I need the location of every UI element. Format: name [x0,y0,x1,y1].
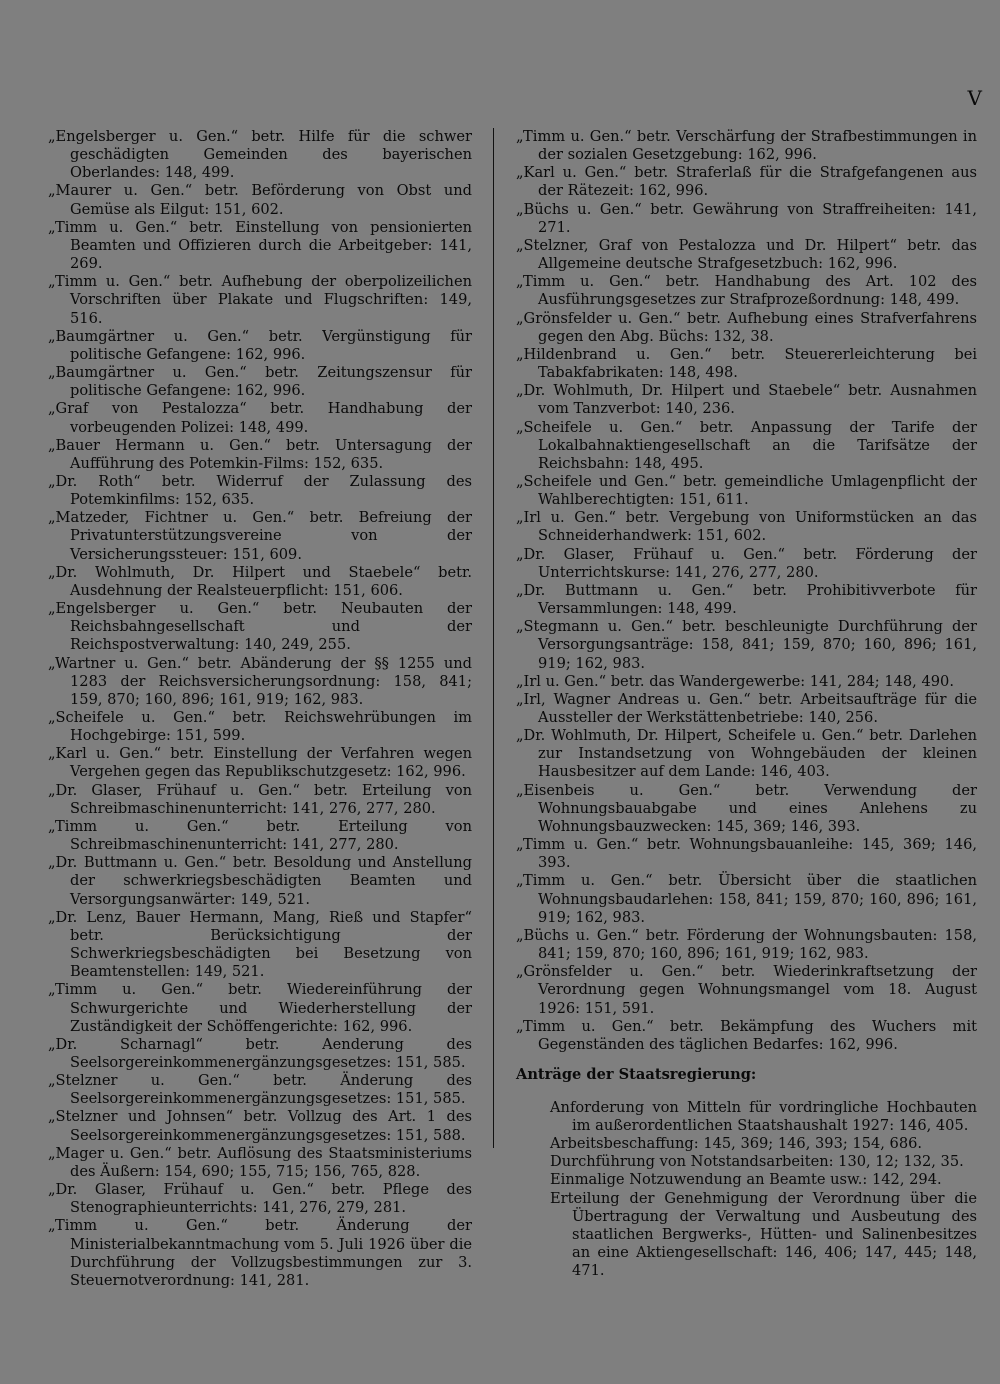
section-item: Erteilung der Genehmigung der Verordnung über die Übertragung der Verwaltung und Ausbeutung des staatlichen Bergwerks-, Hütten- und Salinenbesitzes an eine Aktiengesellschaft: 146, 406; 147, 445; 148, 471. [550,1189,977,1280]
index-entry: „Timm u. Gen.“ betr. Übersicht über die staatlichen Wohnungsbaudarlehen: 158, 841; 159, 870; 160, 896; 161, 919; 162, 983. [516,872,977,926]
index-entry: „Timm u. Gen.“ betr. Verschärfung der Strafbestimmungen in der sozialen Gesetzgebung: 162, 996. [516,128,977,164]
index-entry: „Dr. Buttmann u. Gen.“ betr. Besoldung und Anstellung der schwerkriegsbeschädigten Beamten und Versorgungsanwärter: 149, 521. [48,854,472,908]
index-entry: „Scheifele und Gen.“ betr. gemeindliche Umlagenpflicht der Wahlberechtigten: 151, 611. [516,472,977,509]
left-column [48,128,472,1290]
index-entry: „Dr. Buttmann u. Gen.“ betr. Prohibitivverbote für Versammlungen: 148, 499. [516,581,977,618]
index-entry: „Hildenbrand u. Gen.“ betr. Steuererleichterung bei Tabakfabrikaten: 148, 498. [516,345,977,382]
index-entry: „Büchs u. Gen.“ betr. Förderung der Wohnungsbauten: 158, 841; 159, 870; 160, 896; 161, 919; 162, 983. [516,926,977,963]
index-entry: „Timm u. Gen.“ betr. Bekämpfung des Wuchers mit Gegenständen des täglichen Bedarfes: 162, 996. [516,1017,977,1053]
index-entry: „Timm u. Gen.“ betr. Änderung der Ministerialbekanntmachung vom 5. Juli 1926 über die Durchführung der Vollzugsbestimmungen zur 3. Steuernotverordnung: 141, 281. [48,1217,472,1289]
index-entry: „Stegmann u. Gen.“ betr. beschleunigte Durchführung der Versorgungsanträge: 158, 841; 159, 870; 160, 896; 161, 919; 162, 983. [516,618,977,672]
index-entry: „Dr. Glaser, Frühauf u. Gen.“ betr. Förderung der Unterrichtskurse: 141, 276, 277, 280. [516,545,977,581]
index-entry: „Irl, Wagner Andreas u. Gen.“ betr. Arbeitsaufträge für die Aussteller der Werkstättenbetriebe: 140, 256. [516,690,977,726]
index-entry: „Timm u. Gen.“ betr. Einstellung von pensionierten Beamten und Offizieren durch die Arbeitgeber: 141, 269. [48,218,472,273]
section-item: Durchführung von Notstandsarbeiten: 130, 12; 132, 35. [550,1153,964,1171]
index-entry: „Stelzner, Graf von Pestalozza und Dr. Hilpert“ betr. das Allgemeine deutsche Strafgesetzbuch: 162, 996. [516,236,977,273]
index-entry: „Mager u. Gen.“ betr. Auflösung des Staatsministeriums des Äußern: 154, 690; 155, 715; 156, 765, 828. [48,1144,472,1180]
index-entry: „Stelzner und Johnsen“ betr. Vollzug des Art. 1 des Seelsorgereinkommenergänzungsgesetzes: 151, 588. [48,1108,472,1144]
index-entry: „Baumgärtner u. Gen.“ betr. Vergünstigung für politische Gefangene: 162, 996. [48,327,472,363]
index-entry: „Bauer Hermann u. Gen.“ betr. Untersagung der Aufführung des Potemkin-Films: 152, 635. [48,436,472,472]
column-divider [493,128,494,1148]
section-heading: Anträge der Staatsregierung: [516,1065,757,1083]
index-entry: „Scheifele u. Gen.“ betr. Reichswehrübungen im Hochgebirge: 151, 599. [48,709,472,745]
index-entry: „Eisenbeis u. Gen.“ betr. Verwendung der Wohnungsbauabgabe und eines Anlehens zu Wohnungsbauzwecken: 145, 369; 146, 393. [516,781,977,835]
section-item: Einmalige Notzuwendung an Beamte usw.: 142, 294. [550,1171,942,1189]
index-entry: „Timm u. Gen.“ betr. Aufhebung der oberpolizeilichen Vorschriften über Plakate und Flugschriften: 149, 516. [48,273,472,327]
index-entry: „Karl u. Gen.“ betr. Einstellung der Verfahren wegen Vergehen gegen das Republikschutzgesetz: 162, 996. [48,745,472,781]
right-column [516,128,977,1280]
index-entry: „Dr. Glaser, Frühauf u. Gen.“ betr. Pflege des Stenographieunterrichts: 141, 276, 279, 281. [48,1181,472,1217]
index-entry: „Wartner u. Gen.“ betr. Abänderung der §§ 1255 und 1283 der Reichsversicherungsordnung: 158, 841; 159, 870; 160, 896; 161, 919; 162, 983. [48,654,472,708]
index-entry: „Baumgärtner u. Gen.“ betr. Zeitungszensur für politische Gefangene: 162, 996. [48,364,472,400]
index-entry: „Graf von Pestalozza“ betr. Handhabung der vorbeugenden Polizei: 148, 499. [48,400,472,436]
section-item: Anforderung von Mitteln für vordringliche Hochbauten im außerordentlichen Staatshaushalt 1927: 146, 405. [550,1098,977,1134]
index-entry: „Grönsfelder u. Gen.“ betr. Aufhebung eines Strafverfahrens gegen den Abg. Büchs: 132, 38. [516,309,977,345]
index-entry: „Timm u. Gen.“ betr. Handhabung des Art. 102 des Ausführungsgesetzes zur Strafprozeßordnung: 148, 499. [516,273,977,309]
index-entry: „Matzeder, Fichtner u. Gen.“ betr. Befreiung der Privatunterstützungsvereine von der Versicherungssteuer: 151, 609. [48,509,472,563]
index-entry: „Grönsfelder u. Gen.“ betr. Wiederinkraftsetzung der Verordnung gegen Wohnungsmangel vom 18. August 1926: 151, 591. [516,963,977,1017]
index-entry: „Dr. Lenz, Bauer Hermann, Mang, Rieß und Stapfer“ betr. Berücksichtigung der Schwerkriegsbeschädigten bei Besetzung von Beamtenstellen: 149, 521. [48,908,472,981]
index-entry: „Engelsberger u. Gen.“ betr. Neubauten der Reichsbahngesellschaft und der Reichspostverwaltung: 140, 249, 255. [48,600,472,654]
index-entry: „Stelzner u. Gen.“ betr. Änderung des Seelsorgereinkommenergänzungsgesetzes: 151, 585. [48,1072,472,1108]
index-entry: „Timm u. Gen.“ betr. Wohnungsbauanleihe: 145, 369; 146, 393. [516,836,977,872]
index-entry: „Irl u. Gen.“ betr. das Wandergewerbe: 141, 284; 148, 490. [516,672,954,690]
index-entry: „Engelsberger u. Gen.“ betr. Hilfe für die schwer geschädigten Gemeinden des bayerischen Oberlandes: 148, 499. [48,128,472,182]
index-entry: „Büchs u. Gen.“ betr. Gewährung von Straffreiheiten: 141, 271. [516,200,977,236]
section-item: Arbeitsbeschaffung: 145, 369; 146, 393; 154, 686. [550,1135,923,1153]
index-entry: „Dr. Wohlmuth, Dr. Hilpert und Staebele“ betr. Ausnahmen vom Tanzverbot: 140, 236. [516,382,977,418]
index-entry: „Dr. Scharnagl“ betr. Aenderung des Seelsorgereinkommenergänzungsgesetzes: 151, 585. [48,1035,472,1071]
index-entry: „Dr. Roth“ betr. Widerruf der Zulassung des Potemkinfilms: 152, 635. [48,472,472,509]
index-entry: „Karl u. Gen.“ betr. Straferlaß für die Strafgefangenen aus der Rätezeit: 162, 996. [516,164,977,200]
index-entry: „Dr. Wohlmuth, Dr. Hilpert und Staebele“ betr. Ausdehnung der Realsteuerpflicht: 151, 606. [48,563,472,599]
index-entry: „Timm u. Gen.“ betr. Wiedereinführung der Schwurgerichte und Wiederherstellung der Zuständigkeit der Schöffengerichte: 162, 996. [48,981,472,1035]
index-entry: „Timm u. Gen.“ betr. Erteilung von Schreibmaschinenunterricht: 141, 277, 280. [48,817,472,854]
index-entry: „Maurer u. Gen.“ betr. Beförderung von Obst und Gemüse als Eilgut: 151, 602. [48,182,472,218]
page-number: V [967,86,982,110]
index-entry: „Dr. Glaser, Frühauf u. Gen.“ betr. Erteilung von Schreibmaschinenunterricht: 141, 276, 277, 280. [48,781,472,817]
index-entry: „Irl u. Gen.“ betr. Vergebung von Uniformstücken an das Schneiderhandwerk: 151, 602. [516,509,977,545]
index-entry: „Dr. Wohlmuth, Dr. Hilpert, Scheifele u. Gen.“ betr. Darlehen zur Instandsetzung von Wohngebäuden der kleinen Hausbesitzer auf dem Lande: 146, 403. [516,727,977,781]
index-entry: „Scheifele u. Gen.“ betr. Anpassung der Tarife der Lokalbahnaktiengesellschaft an die Tarifsätze der Reichsbahn: 148, 495. [516,418,977,472]
